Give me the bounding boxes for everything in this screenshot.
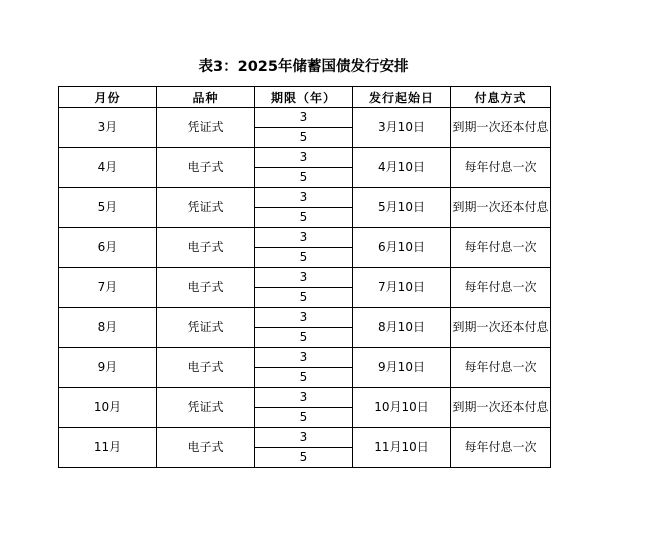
start-date-cell: 6月10日	[353, 228, 451, 268]
payment-method-cell: 每年付息一次	[451, 228, 551, 268]
table-row	[59, 308, 551, 328]
month-cell: 10月	[59, 388, 157, 428]
month-cell: 3月	[59, 108, 157, 148]
table-title: 表3：2025年储蓄国债发行安排	[198, 59, 409, 75]
issuance-schedule-table	[58, 86, 551, 468]
table-row	[59, 348, 551, 368]
start-date-cell: 4月10日	[353, 148, 451, 188]
payment-method-cell: 每年付息一次	[451, 148, 551, 188]
term-cell: 5	[255, 408, 353, 428]
term-cell: 3	[255, 188, 353, 208]
header-term: 期限（年）	[255, 87, 353, 108]
table-row	[59, 268, 551, 288]
term-cell: 3	[255, 228, 353, 248]
type-cell: 凭证式	[157, 388, 255, 428]
term-cell: 3	[255, 348, 353, 368]
month-cell: 11月	[59, 428, 157, 468]
type-cell: 电子式	[157, 228, 255, 268]
payment-method-cell: 每年付息一次	[451, 348, 551, 388]
term-cell: 5	[255, 248, 353, 268]
type-cell: 电子式	[157, 348, 255, 388]
table-row	[59, 428, 551, 448]
term-cell: 3	[255, 268, 353, 288]
table-row	[59, 228, 551, 248]
payment-method-cell: 每年付息一次	[451, 268, 551, 308]
month-cell: 4月	[59, 148, 157, 188]
header-type: 品种	[157, 87, 255, 108]
type-cell: 凭证式	[157, 188, 255, 228]
month-cell: 8月	[59, 308, 157, 348]
start-date-cell: 9月10日	[353, 348, 451, 388]
type-cell: 凭证式	[157, 108, 255, 148]
table-row	[59, 188, 551, 208]
term-cell: 5	[255, 368, 353, 388]
payment-method-cell: 到期一次还本付息	[451, 108, 551, 148]
start-date-cell: 5月10日	[353, 188, 451, 228]
payment-method-cell: 每年付息一次	[451, 428, 551, 468]
type-cell: 电子式	[157, 148, 255, 188]
header-start-date: 发行起始日	[353, 87, 451, 108]
term-cell: 3	[255, 428, 353, 448]
start-date-cell: 3月10日	[353, 108, 451, 148]
payment-method-cell: 到期一次还本付息	[451, 388, 551, 428]
table-body	[59, 108, 551, 468]
start-date-cell: 11月10日	[353, 428, 451, 468]
term-cell: 5	[255, 128, 353, 148]
term-cell: 3	[255, 148, 353, 168]
month-cell: 6月	[59, 228, 157, 268]
payment-method-cell: 到期一次还本付息	[451, 308, 551, 348]
month-cell: 9月	[59, 348, 157, 388]
payment-method-cell: 到期一次还本付息	[451, 188, 551, 228]
term-cell: 5	[255, 328, 353, 348]
type-cell: 电子式	[157, 428, 255, 468]
start-date-cell: 8月10日	[353, 308, 451, 348]
term-cell: 3	[255, 108, 353, 128]
start-date-cell: 10月10日	[353, 388, 451, 428]
term-cell: 5	[255, 168, 353, 188]
type-cell: 凭证式	[157, 308, 255, 348]
header-payment-method: 付息方式	[451, 87, 551, 108]
table-row	[59, 388, 551, 408]
term-cell: 3	[255, 308, 353, 328]
header-month: 月份	[59, 87, 157, 108]
table-row	[59, 148, 551, 168]
term-cell: 5	[255, 208, 353, 228]
table-row	[59, 108, 551, 128]
term-cell: 3	[255, 388, 353, 408]
term-cell: 5	[255, 448, 353, 468]
type-cell: 电子式	[157, 268, 255, 308]
term-cell: 5	[255, 288, 353, 308]
table-header-row	[59, 87, 551, 108]
month-cell: 7月	[59, 268, 157, 308]
month-cell: 5月	[59, 188, 157, 228]
start-date-cell: 7月10日	[353, 268, 451, 308]
